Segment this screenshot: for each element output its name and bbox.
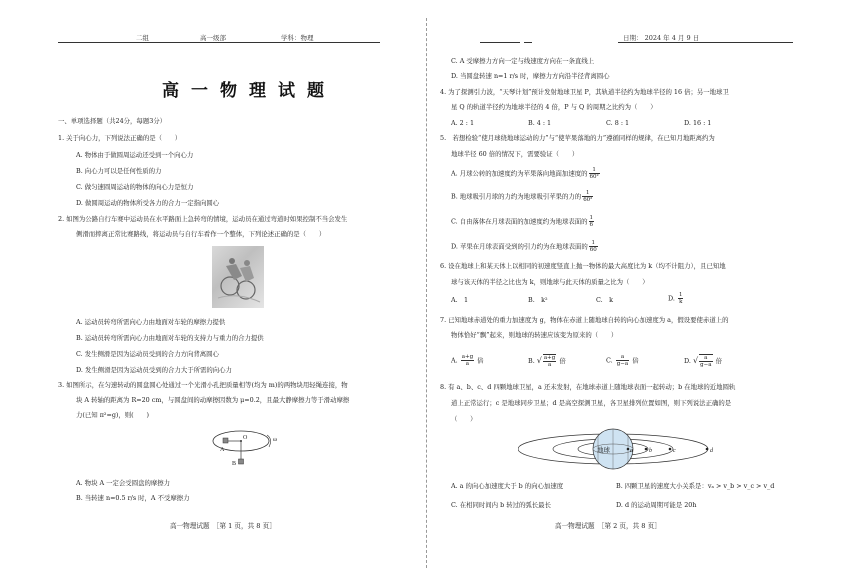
q7-d-suffix: 倍 xyxy=(715,357,722,365)
header-subject: 学科：物理 xyxy=(281,34,314,42)
q5-d-denominator: 60 xyxy=(589,247,597,253)
q3-option-a: A. 物块 A 一定会受圆盘的摩擦力 xyxy=(76,479,171,487)
fig-label-a: A xyxy=(220,447,225,453)
q7-c-numerator: a xyxy=(616,354,629,361)
q2-stem-line2: 侧滑而摔离正常比赛路线，将运动员与自行车看作一个整体，下列论述正确的是（ ） xyxy=(76,230,326,238)
q5-a-denominator: 60² xyxy=(589,174,599,180)
q8-stem-line1: 8. 有 a、b、c、d 四颗地球卫星，a 还未发射，在地球赤道上随地球表面一起转动；b 在地球的近地圆轨 xyxy=(440,383,736,391)
q8-option-d: D. d 的运动周期可能是 20h xyxy=(616,501,697,509)
q4-option-d: D. 16 : 1 xyxy=(684,119,712,127)
q7-d-numerator: a xyxy=(699,355,712,362)
q8-option-c: C. 在相同时间内 b 转过的弧长最长 xyxy=(451,501,551,509)
q7-a-prefix: A. xyxy=(451,356,458,365)
fig-label-b: B xyxy=(232,461,237,467)
q7-c-denominator: g−a xyxy=(616,361,629,367)
q7-d-prefix: D. xyxy=(684,357,691,365)
q7-b-numerator: a+g xyxy=(543,355,556,361)
footer-page-2: 高一物理试题 ［第 2 页，共 8 页］ xyxy=(555,522,661,530)
q5-b-denominator: 60² xyxy=(583,197,593,203)
q6-option-d xyxy=(668,292,684,305)
fig-label-sat-a: a xyxy=(630,448,633,454)
q6-stem-line2: 球与该天体的半径之比也为 k，则地球与此天体的质量之比为（ ） xyxy=(451,278,649,286)
q8-stem-line2: 道上正常运行；c 是地球同步卫星；d 是高空探测卫星，各卫星排列位置如图，则下列说法正确的是 xyxy=(451,399,732,407)
q5-stem-line2: 地球半径 60 倍的情况下，需要验证（ ） xyxy=(451,150,579,158)
q1-option-c: C. 做匀速圆周运动的物体的向心力是恒力 xyxy=(76,183,194,191)
q8-stem-line3: （ ） xyxy=(451,415,477,423)
q7-stem-line2: 物体恰好“飘”起来，则地球的转速应该变为原来的（ ） xyxy=(451,331,618,339)
q2-stem-line1: 2. 如图为公路自行车赛中运动员在水平路面上急转弯的情境，运动员在通过弯道时如果控制不当会发生 xyxy=(58,215,348,223)
header-group: 二组 xyxy=(136,34,149,42)
fig-label-sat-d: d xyxy=(710,448,713,454)
q4-option-c: C. 8 : 1 xyxy=(606,119,630,127)
q7-a-denominator: a xyxy=(465,361,470,367)
q6-d-numerator: 1 xyxy=(678,292,683,298)
q4-stem-line1: 4. 为了探测引力波，“天琴计划”预计发射地球卫星 P，其轨道半径约为地球半径的 16 倍；另一地球卫 xyxy=(440,88,729,96)
q2-option-b: B. 运动员转弯所需向心力由地面对车轮的支持力与重力的合力提供 xyxy=(76,334,264,342)
cyclist-illustration xyxy=(212,246,264,308)
q1-option-a: A. 物体由于做圆周运动还受到一个向心力 xyxy=(76,151,194,159)
q5-a-numerator: 1 xyxy=(589,167,600,174)
q5-option-b-text: B. 地球吸引月球的力约为地球吸引苹果的力的 xyxy=(451,192,582,201)
q8-option-b: B. 四颗卫星的速度大小关系是：vₐ > v_b > v_c > v_d xyxy=(616,482,775,490)
q5-option-c-text: C. 自由落体在月球表面的加速度约为地球表面的 xyxy=(451,217,588,226)
q5-option-b xyxy=(451,190,594,203)
q5-c-numerator: 1 xyxy=(589,215,594,221)
q7-stem-line1: 7. 已知地球赤道处的重力加速度为 g，物体在赤道上随地球自转的向心加速度为 a，假设要使赤道上的 xyxy=(440,316,729,324)
q3-option-c: C. A 受摩擦力方向一定与线速度方向在一条直线上 xyxy=(451,57,595,65)
q1-option-b: B. 向心力可以是任何性质的力 xyxy=(76,167,162,175)
header-date: 日期： 2024 年 4 月 9 日 xyxy=(623,34,700,42)
q3-option-b: B. 当转速 n=0.5 r/s 时，A 不受摩擦力 xyxy=(76,494,190,502)
cyclist-photo xyxy=(212,246,264,308)
q6-option-b: B. k² xyxy=(528,296,548,304)
header-rule xyxy=(58,42,380,43)
q7-a-numerator: a+g xyxy=(461,354,474,360)
header-rule-right xyxy=(618,42,793,43)
q3-stem-line1: 3. 如图所示，在匀速转动的圆盘圆心处通过一个光滑小孔把质量相等(均为 m)的两物块用轻绳连接，物 xyxy=(58,381,348,389)
q5-option-a xyxy=(451,167,601,180)
q4-option-b: B. 4 : 1 xyxy=(528,119,552,127)
q5-option-d-text: D. 苹果在月球表面受到的引力约为在地球表面的 xyxy=(451,242,588,251)
q7-b-prefix: B. xyxy=(528,357,535,365)
q7-option-a xyxy=(451,354,484,367)
q7-b-suffix: 倍 xyxy=(559,357,566,365)
q2-option-a: A. 运动员转弯所需向心力由地面对车轮的摩擦力提供 xyxy=(76,318,226,326)
q6-stem-line1: 6. 设在地球上和某天体上以相同的初速度竖直上抛一物体的最大高度比为 k（均不计阻力），且已知地 xyxy=(440,262,726,270)
q4-option-a: A. 2 : 1 xyxy=(451,119,475,127)
page-title: 高一物理试题 xyxy=(162,81,336,101)
q3-stem-line3: 力(已知 π²=g)，则( ) xyxy=(76,411,149,419)
section-heading: 一、单项选择题（共24分，每题3分） xyxy=(58,117,167,125)
q2-option-d: D. 发生侧滑是因为运动员受到的合力大于所需的向心力 xyxy=(76,366,232,374)
page-divider xyxy=(426,18,427,568)
q6-d-prefix: D. xyxy=(668,294,675,303)
q3-option-d: D. 当圆盘转速 n=1 r/s 时，摩擦力方向沿半径背离圆心 xyxy=(451,72,610,80)
q1-stem: 1. 关于向心力，下列说法正确的是（ ） xyxy=(58,134,182,142)
q7-option-d xyxy=(684,354,722,368)
q5-b-numerator: 1 xyxy=(582,190,593,197)
q6-d-denominator: k xyxy=(679,299,683,305)
q7-option-c xyxy=(606,354,639,367)
q7-c-prefix: C. xyxy=(606,356,613,365)
sqrt-icon: √ xyxy=(692,356,699,365)
q7-d-denominator: g−a xyxy=(700,362,712,368)
q1-option-d: D. 做圆周运动的物体所受各力的合力一定指向圆心 xyxy=(76,199,220,207)
fig-label-earth: 地球 xyxy=(597,446,610,454)
q7-option-b xyxy=(528,354,566,368)
q5-c-denominator: 6 xyxy=(589,222,594,228)
fig-label-omega: ω xyxy=(273,437,277,443)
q5-option-d xyxy=(451,240,599,253)
q5-stem-line1: 5. 若想检验“使月球绕地球运动的力”与“使苹果落地的力”遵循同样的规律，在已知月地距离约为 xyxy=(440,134,715,142)
q8-orbit-figure xyxy=(518,425,738,473)
q4-stem-line2: 星 Q 的轨道半径约为地球半径的 4 倍，P 与 Q 的周期之比约为（ ） xyxy=(451,103,657,111)
q3-stem-line2: 块 A 转轴的距离为 R=20 cm，与圆盘间的动摩擦因数为 μ=0.2，且最大静摩擦力等于滑动摩擦 xyxy=(76,396,350,404)
sqrt-icon: √ xyxy=(536,356,542,365)
header-dept: 高一级部 xyxy=(200,34,226,42)
q5-option-c xyxy=(451,215,595,228)
q6-option-a: A. 1 xyxy=(451,296,469,304)
q6-option-c: C. k xyxy=(596,296,613,304)
q5-d-numerator: 1 xyxy=(589,240,598,247)
q8-option-a: A. a 的向心加速度大于 b 的向心加速度 xyxy=(451,482,564,490)
q7-b-denominator: a xyxy=(547,362,552,368)
q3-disc-figure xyxy=(205,425,285,471)
fig-label-o: O xyxy=(243,435,248,441)
fig-label-sat-b: b xyxy=(649,448,652,454)
q5-option-a-text: A. 月球公转的加速度约为苹果落向地面加速度的 xyxy=(451,169,588,178)
q2-option-c: C. 发生侧滑是因为运动员受到的合力方向背离圆心 xyxy=(76,350,219,358)
q7-c-suffix: 倍 xyxy=(632,356,639,365)
header-blank-line-2 xyxy=(524,42,532,43)
footer-page-1: 高一物理试题 ［第 1 页，共 8 页］ xyxy=(170,522,276,530)
q7-a-suffix: 倍 xyxy=(477,356,484,365)
header-blank-line-1 xyxy=(480,42,520,43)
fig-label-sat-c: c xyxy=(673,448,676,454)
